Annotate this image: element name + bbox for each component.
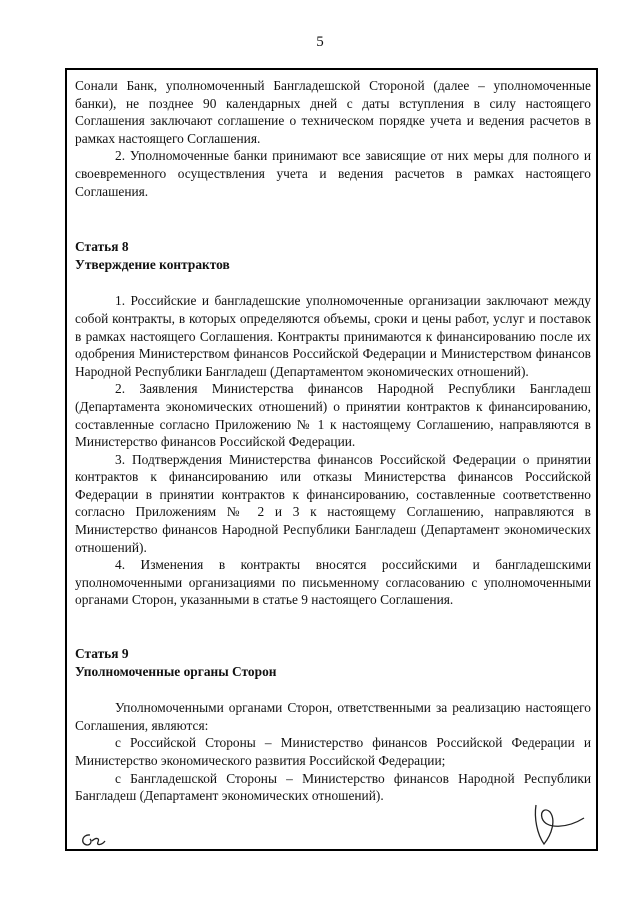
article-8-paragraph-1: 1. Российские и бангладешские уполномоченные организации заключают между собой контракты, в которых определяются объемы, сроки и цены работ, услуг и поставок в рамках настоящего Соглашения. Контракты принимаются к финансированию после их одобрения Министерством финансов Российской Федерации и Министерством финансов Народной Республики Бангладеш (Департаментом экономических отношений). <box>75 293 591 379</box>
article-8-paragraph-4: 4. Изменения в контракты вносятся российскими и бангладешскими уполномоченными организациями по письменному согласованию с уполномоченными органами Сторон, указанными в статье 9 настоящего Соглашения. <box>75 557 591 608</box>
article-9-paragraph-1: Уполномоченными органами Сторон, ответственными за реализацию настоящего Соглашения, являются: <box>75 700 591 733</box>
article-9-number: Статья 9 <box>75 646 129 662</box>
intro-paragraph-1: Сонали Банк, уполномоченный Бангладешской Стороной (далее – уполномоченные банки), не позднее 90 календарных дней с даты вступления в силу настоящего Соглашения заключают соглашение о техническом порядке учета и ведения расчетов в рамках настоящего Соглашения. <box>75 78 591 146</box>
article-9-paragraph-3: с Бангладешской Стороны – Министерство финансов Народной Республики Бангладеш (Департамент экономических отношений). <box>75 770 591 804</box>
document-body <box>75 77 591 805</box>
article-9-title: Уполномоченные органы Сторон <box>75 663 277 679</box>
initials-left <box>78 832 108 848</box>
article-8-paragraph-2: 2. Заявления Министерства финансов Народной Республики Бангладеш (Департамента экономических отношений) о принятии контрактов к финансированию, составленные согласно Приложению № 1 к настоящему Соглашению, направляются в Министерство финансов Российской Федерации. <box>75 381 591 450</box>
article-8-title: Утверждение контрактов <box>75 256 230 272</box>
article-8-number: Статья 8 <box>75 239 129 255</box>
article-9-paragraph-2: с Российской Стороны – Министерство финансов Российской Федерации и Министерство экономического развития Российской Федерации; <box>75 735 591 768</box>
page-number: 5 <box>316 34 324 50</box>
intro-paragraph-2: 2. Уполномоченные банки принимают все зависящие от них меры для полного и своевременного осуществления учета и ведения расчетов в рамках настоящего Соглашения. <box>75 148 591 199</box>
initials-right <box>528 800 588 850</box>
article-8-paragraph-3: 3. Подтверждения Министерства финансов Российской Федерации о принятии контрактов к финансированию или отказы Министерства финансов Российской Федерации в принятии контрактов к финансированию, составленные соответственно согласно Приложениям № 2 и 3 к настоящему Соглашению, направляются в Министерство финансов Народной Республики Бангладеш (Департамент экономических отношений). <box>75 451 591 555</box>
